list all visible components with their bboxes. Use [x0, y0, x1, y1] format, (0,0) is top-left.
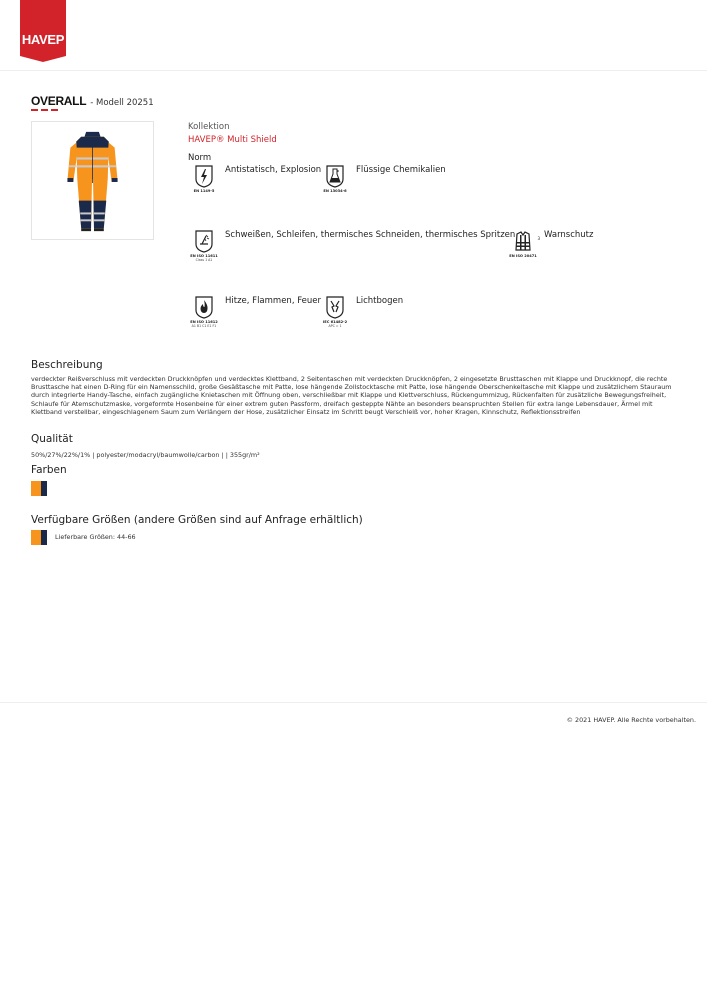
norm-flame — [189, 296, 321, 328]
product-image[interactable] — [31, 121, 154, 240]
overall-garment-image — [32, 122, 153, 239]
welding-icon — [194, 230, 214, 253]
logo-text: HAVEP — [21, 31, 65, 47]
norm-chemical — [320, 165, 446, 193]
norm-antistatic — [189, 165, 321, 193]
available-sizes-text: Lieferbare Größen: 44-66 — [55, 533, 136, 541]
norm-text: Flüssige Chemikalien — [356, 165, 446, 175]
collection-label: Kollektion — [188, 122, 230, 132]
sizes-heading: Verfügbare Größen (andere Größen sind auf Anfrage erhältlich) — [31, 514, 363, 526]
havep-logo[interactable] — [20, 0, 66, 56]
description-heading: Beschreibung — [31, 359, 103, 371]
quality-heading: Qualität — [31, 433, 73, 445]
header-divider — [0, 70, 707, 71]
norm-code: EN 1149-5 — [193, 189, 215, 193]
description-text: verdeckter Reißverschluss mit verdeckten Druckknöpfen und verdecktes Klettband, 2 Seitentaschen mit verdeckten Druckknöpfen, 2 eingesetzte Brusttaschen mit Klappe und Druckknopf, die rechte Brusttasche hat einen D-Ring für ein Namensschild, große Gesäßtasche mit Patte, lose hängende Zollstocktasche mit Patte, lose hängende Oberschenkeltasche mit Klappe und zusätzlichem Stauraum durch integrierte Handy-Tasche, einfach zugängliche Knietaschen mit Öffnung oben, verschließbar mit Klappe und Klettverschluss, Rückengummizug, Rückenfalten für zusätzliche Bewegungsfreiheit, Schlaufe für Atemschutzmaske, vorgeformte Hosenbeine für einer extrem guten Passform, dreifach gesteppte Nähte an besonders beanspruchten Stellen für extra lange Lebensdauer, Ärmel mit Klettband verstellbar, eingeschlagenem Saum zum Verlängern der Hose, zusätzlicher Einsatz im Schritt beugt Verschleiß vor, hoher Kragen, Kinnschutz, Reflektionsstreifen — [31, 375, 672, 416]
quality-text: 50%/27%/22%/1% | polyester/modacryl/baumwolle/carbon | | 355gr/m² — [31, 451, 260, 459]
norm-class: A1 B1 C1 E1 F1 — [191, 324, 217, 328]
copyright-text: © 2021 HAVEP. Alle Rechte vorbehalten. — [566, 716, 696, 724]
product-title: OVERALL — [31, 94, 87, 108]
footer-divider — [0, 702, 707, 703]
norm-code: EN 13034-6 — [323, 189, 347, 193]
norm-text: Schweißen, Schleifen, thermisches Schneiden, thermisches Spritzen — [225, 230, 516, 240]
chemical-flask-icon — [325, 165, 345, 188]
norm-class: Class 1 A1 — [195, 258, 213, 262]
norm-class-number: 3 — [537, 236, 540, 241]
high-visibility-vest-icon — [513, 230, 533, 253]
norm-code: EN ISO 11611 — [190, 254, 218, 258]
norm-text: Hitze, Flammen, Feuer — [225, 296, 321, 306]
norm-label: Norm — [188, 153, 212, 163]
product-model: - Modell 20251 — [90, 98, 154, 108]
norm-electric-arc — [320, 296, 403, 328]
norm-text: Warnschutz — [544, 230, 594, 240]
page-title — [31, 94, 154, 108]
norm-text: Lichtbogen — [356, 296, 404, 306]
electric-arc-icon — [325, 296, 345, 319]
color-swatch-orange-navy[interactable] — [31, 481, 47, 496]
norm-text: Antistatisch, Explosion — [225, 165, 322, 175]
antistatic-icon — [194, 165, 214, 188]
collection-link[interactable]: HAVEP® Multi Shield — [188, 135, 277, 145]
norm-code: IEC 61482-2 — [322, 320, 348, 324]
norm-code: EN ISO 20471 — [509, 254, 537, 258]
size-color-swatch[interactable] — [31, 530, 47, 545]
colors-heading: Farben — [31, 464, 67, 476]
flame-icon — [194, 296, 214, 319]
title-underline — [31, 109, 58, 111]
norm-welding — [189, 230, 515, 262]
norm-class: APC = 1 — [328, 324, 342, 328]
norm-code: EN ISO 11612 — [190, 320, 218, 324]
norm-high-visibility — [508, 230, 593, 258]
